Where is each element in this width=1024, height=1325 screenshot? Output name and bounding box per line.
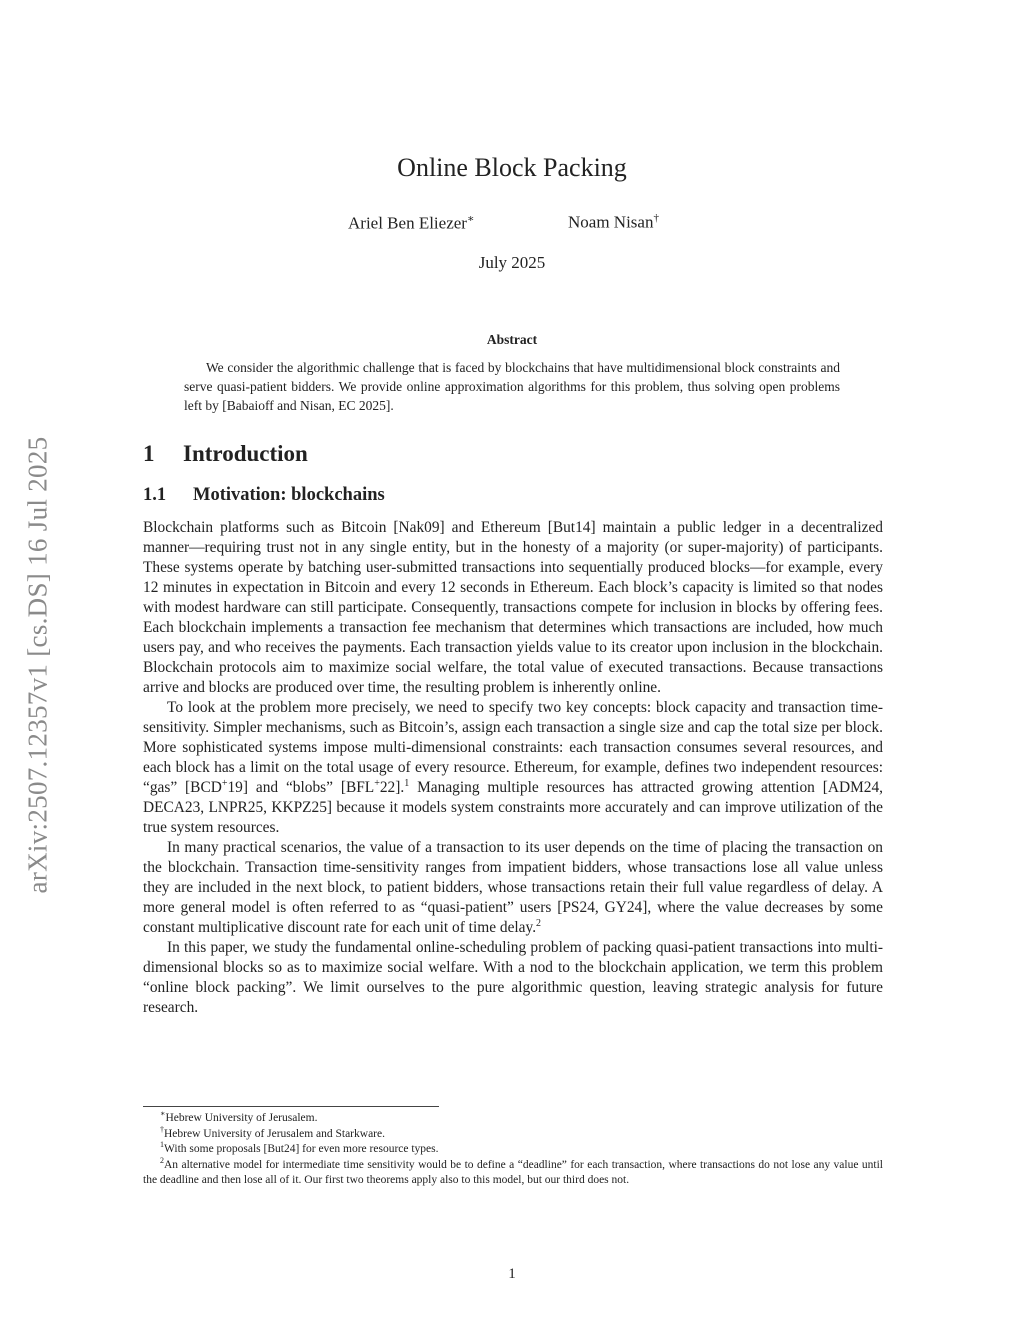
footnote-mark: † <box>160 1124 164 1134</box>
footnote-1 <box>143 1142 883 1158</box>
paragraph-2-part-b: 19] and “blobs” [BFL <box>227 779 375 796</box>
author-2-mark: † <box>653 212 659 224</box>
footnote-text: Hebrew University of Jerusalem and Starkware. <box>164 1127 385 1140</box>
footnote-mark: 2 <box>160 1155 164 1165</box>
subsection-heading <box>143 485 385 506</box>
paragraph-2-part-a: To look at the problem more precisely, we need to specify two key concepts: block capacity and transaction time-sensitivity. Simpler mechanisms, such as Bitcoin’s, assign each transaction a single size and cap the total size per block. More sophisticated systems impose multi-dimensional constraints: each transaction consumes several resources, and each block has a limit on the total usage of every resource. Ethereum, for example, defines two independent resources: “gas” [BCD <box>143 699 883 796</box>
paragraph-4: In this paper, we study the fundamental online-scheduling problem of packing quasi-patient transactions into multi-dimensional blocks so as to maximize social welfare. With a nod to the blockchain application, we term this problem “online block packing”. We limit ourselves to the pure algorithmic question, leaving strategic analysis for future research. <box>143 939 883 1016</box>
section-title: Introduction <box>183 441 308 466</box>
footnote-divider <box>143 1106 439 1107</box>
publication-date: July 2025 <box>478 253 546 272</box>
footnote-ref-1[interactable]: 1 <box>404 777 410 789</box>
footnote-author-1 <box>143 1111 883 1127</box>
citation-superscript: + <box>221 777 228 789</box>
abstract-text: We consider the algorithmic challenge that is faced by blockchains that have multidimensional block constraints and serve quasi-patient bidders. We provide online approximation algorithms for this problem, thus solving open problems left by [Babaioff and Nisan, EC 2025]. <box>184 360 840 413</box>
subsection-number: 1.1 <box>143 485 167 505</box>
section-number: 1 <box>143 441 155 466</box>
paragraph-1: Blockchain platforms such as Bitcoin [Nak09] and Ethereum [But14] maintain a public ledger in a decentralized manner—requiring trust not in any single entity, but in the honesty of a majority (or super-majority) of participants. These systems operate by batching user-submitted transactions into sequentially produced blocks—for example, every 12 minutes in expectation in Bitcoin and every 12 seconds in Ethereum. Each block’s capacity is limited so that nodes with modest hardware can still participate. Consequently, transactions compete for inclusion in blocks by offering fees. Each blockchain implements a transaction fee mechanism that determines which transactions are included, how much users pay, and who receives the payments. Each transaction yields value to its creator upon inclusion in the blockchain. Blockchain protocols aim to maximize social welfare, the total value of executed transactions. Because transactions arrive and blocks are produced over time, the resulting problem is inherently online. <box>143 519 883 696</box>
paragraph-2 <box>143 698 883 838</box>
paper-title: Online Block Packing <box>397 153 627 182</box>
author-2-name: Noam Nisan <box>568 212 654 232</box>
footnote-2 <box>143 1155 883 1189</box>
footnote-mark: ∗ <box>160 1109 166 1119</box>
page-number: 1 <box>508 1266 516 1282</box>
citation-superscript: + <box>374 777 380 789</box>
author-1 <box>348 212 474 234</box>
footnote-author-2 <box>143 1124 883 1143</box>
author-2 <box>568 212 659 233</box>
body-text <box>143 518 883 1018</box>
abstract-heading: Abstract <box>486 332 538 347</box>
footnote-ref-2[interactable]: 2 <box>536 917 542 929</box>
arxiv-identifier-stamp: arXiv:2507.12357v1 [cs.DS] 16 Jul 2025 <box>22 436 53 894</box>
author-1-name: Ariel Ben Eliezer <box>348 213 467 233</box>
paragraph-2-part-d: Managing multiple resources has attracted growing attention [ADM24, DECA23, LNPR25, KKPZ25] because it models system constraints more accurately and can improve utilization of the true system resources. <box>143 779 883 836</box>
paragraph-3 <box>143 838 883 938</box>
footnote-text: An alternative model for intermediate time sensitivity would be to define a “deadline” for each transaction, where transactions do not lose any value until the deadline and then lose all of it. Our first two theorems apply also to this model, but our third does not. <box>143 1158 883 1186</box>
footnotes <box>143 1111 883 1189</box>
paragraph-3-text: In many practical scenarios, the value of a transaction to its user depends on the time of placing the transaction on the blockchain. Transaction time-sensitivity ranges from impatient bidders, whose transactions lose all value unless they are included in the next block, to patient bidders, whose transactions retain their full value regardless of delay. A more general model is often referred to as “quasi-patient” users [PS24, GY24], where the value decreases by some constant multiplicative discount rate for each unit of time delay. <box>143 839 883 936</box>
paragraph-2-part-c: 22]. <box>379 779 405 796</box>
author-1-mark: ∗ <box>466 213 475 225</box>
section-heading <box>143 441 308 467</box>
footnote-mark: 1 <box>160 1140 164 1150</box>
footnote-text: With some proposals [But24] for even more resource types. <box>164 1143 439 1155</box>
footnote-text: Hebrew University of Jerusalem. <box>165 1112 318 1124</box>
subsection-title: Motivation: blockchains <box>193 485 385 505</box>
